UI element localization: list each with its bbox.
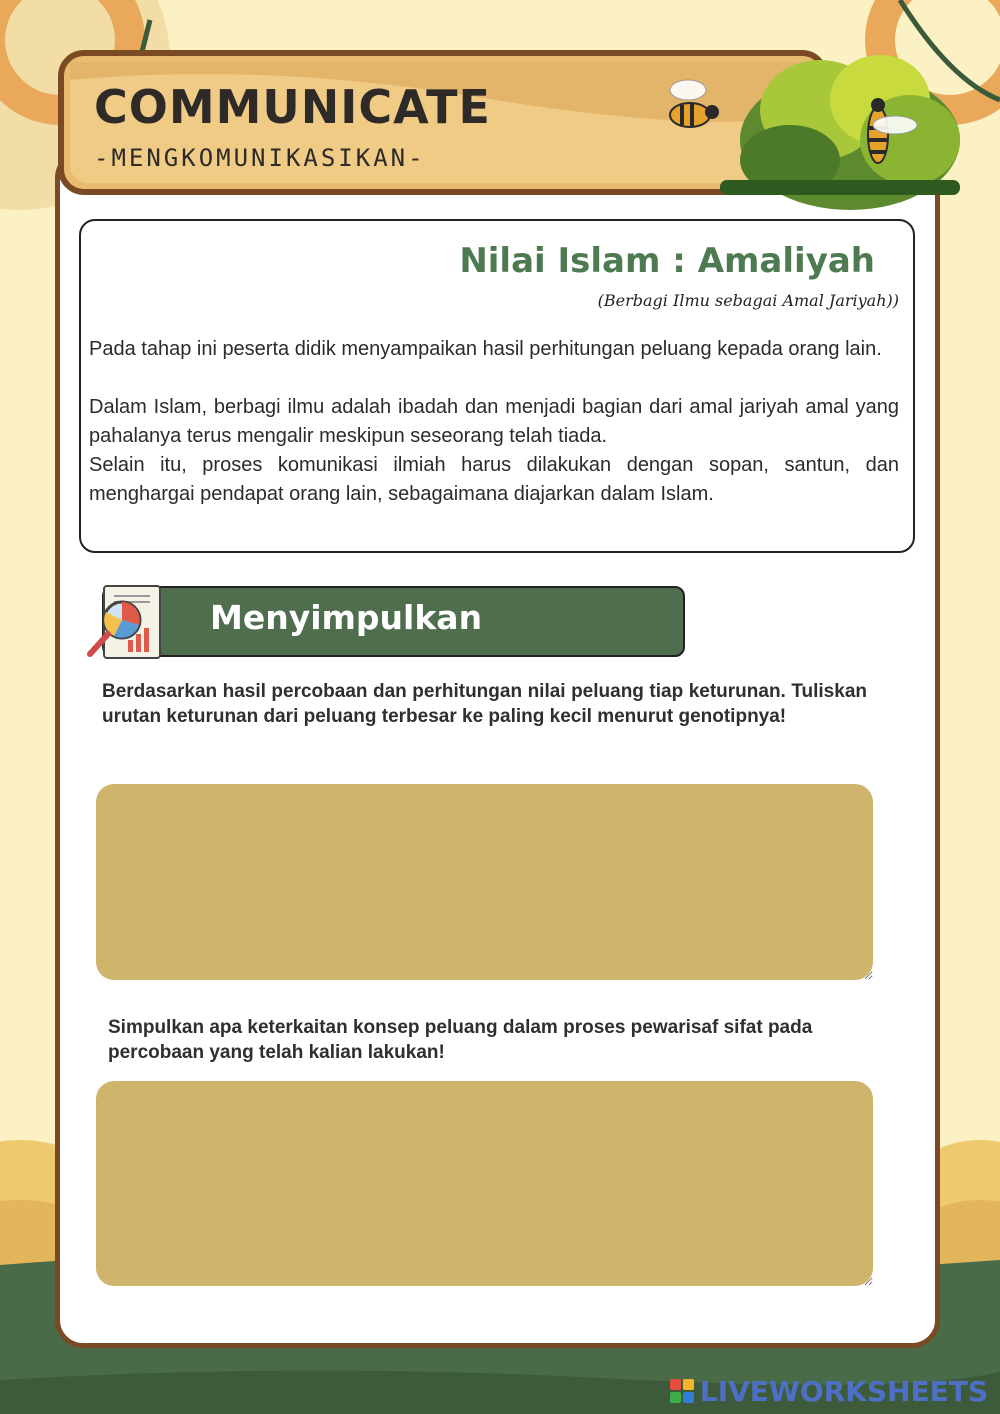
answer-box[interactable] [96, 1081, 873, 1286]
question-text: Simpulkan apa keterkaitan konsep peluang dalam proses pewarisaf sifat pada percobaan yang telah kalian lakukan! [108, 1017, 813, 1063]
value-paragraph: Selain itu, proses komunikasi ilmiah harus dilakukan dengan sopan, santun, dan menghargai pendapat orang lain, sebagaimana diajarkan dalam Islam. [89, 454, 899, 505]
liveworksheets-watermark [670, 1376, 988, 1406]
watermark-square [670, 1379, 681, 1390]
watermark-square [683, 1379, 694, 1390]
section-banner [102, 586, 685, 657]
answer-box[interactable] [96, 784, 873, 980]
bee-left-icon [670, 80, 719, 127]
islamic-value-box [79, 219, 915, 553]
value-title: Nilai Islam : Amaliyah [459, 241, 875, 281]
value-paragraph: Dalam Islam, berbagi ilmu adalah ibadah dan menjadi bagian dari amal jariyah amal yang pahalanya terus mengalir meskipun seseorang telah tiada. [89, 396, 899, 447]
report-magnifier-icon [84, 582, 166, 664]
watermark-logo-icon [670, 1379, 694, 1403]
section-title: Menyimpulkan [210, 598, 483, 637]
page-subtitle: -MENGKOMUNIKASIKAN- [94, 144, 426, 172]
page-title: COMMUNICATE [94, 80, 491, 134]
value-subtitle: (Berbagi Ilmu sebagai Amal Jariyah)) [597, 291, 899, 310]
watermark-text: LIVEWORKSHEETS [699, 1374, 988, 1408]
value-paragraph: Pada tahap ini peserta didik menyampaikan hasil perhitungan peluang kepada orang lain. [89, 338, 882, 360]
value-text [89, 335, 899, 509]
watermark-square [670, 1392, 681, 1403]
watermark-square [683, 1392, 694, 1403]
question-text: Berdasarkan hasil percobaan dan perhitungan nilai peluang tiap keturunan. Tuliskan urutan keturunan dari peluang terbesar ke paling kecil menurut genotipnya! [102, 681, 867, 727]
bush-bee-illustration [650, 40, 970, 210]
